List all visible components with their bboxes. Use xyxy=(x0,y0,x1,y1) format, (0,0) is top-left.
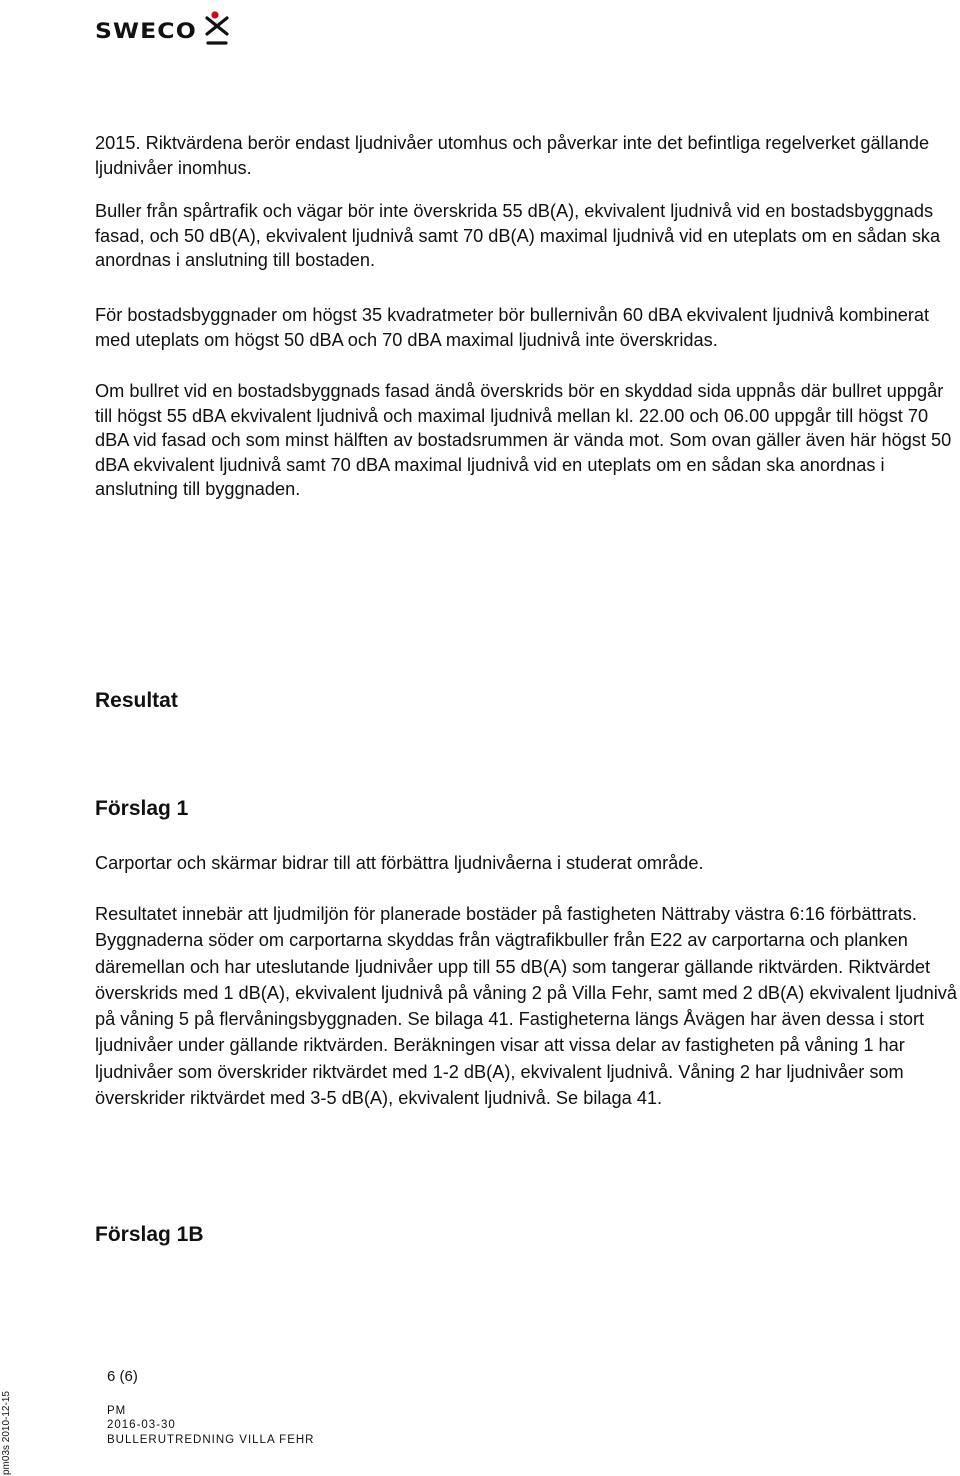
footer-document-title: BULLERUTREDNING VILLA FEHR xyxy=(107,1434,315,1446)
proposal-1-body: Resultatet innebär att ljudmiljön för planerade bostäder på fastigheten Nättraby västra 6:16 förbättrats. Byggnaderna söder om carportarna skyddas från vägtrafikbuller från E22 av carportarna och planken däremellan och har uteslutande ljudnivåer upp till 55 dB(A) som tangerar gällande riktvärden. Riktvärdet överskrids med 1 dB(A), ekvivalent ljudnivå på våning 2 på Villa Fehr, samt med 2 dB(A) ekvivalent ljudnivå på våning 5 på flervåningsbyggnaden. Se bilaga 41. Fastigheterna längs Åvägen har även dessa i stort ljudnivåer under gällande riktvärden. Beräkningen visar att vissa delar av fastigheten på våning 1 har ljudnivåer som överskrider riktvärdet med 1-2 dB(A), ekvivalent ljudnivå. Våning 2 har ljudnivåer som överskrider riktvärdet med 3-5 dB(A), ekvivalent ljudnivå. Se bilaga 41. xyxy=(95,904,957,1109)
sweco-logo xyxy=(95,4,230,46)
footer-date: 2016-03-30 xyxy=(107,1419,176,1431)
results-heading: Resultat xyxy=(95,689,178,712)
page-number: 6 (6) xyxy=(107,1368,138,1385)
paragraph-protected-side: Om bullret vid en bostadsbyggnads fasad ändå överskrids bör en skyddad sida uppnås där bullret uppgår till högst 55 dBA ekvivalent ljudnivå och maximal ljudnivå mellan kl. 22.00 och 06.00 uppgår till högst 70 dBA vid fasad och som minst hälften av bostadsrummen är vända mot. Som ovan gäller även här högst 50 dBA ekvivalent ljudnivå samt 70 dBA maximal ljudnivå vid en uteplats om en sådan ska anordnas i anslutning till byggnaden. xyxy=(95,381,952,499)
logo-wordmark: SWECO xyxy=(95,19,197,43)
paragraph-small-dwellings: För bostadsbyggnader om högst 35 kvadratmeter bör bullernivån 60 dBA ekvivalent ljudnivå kombinerat med uteplats om högst 50 dBA och 70 dBA maximal ljudnivå inte överskridas. xyxy=(95,305,930,350)
proposal-1b-title: Förslag 1B xyxy=(95,1223,204,1246)
proposal-1-intro: Carportar och skärmar bidrar till att förbättra ljudnivåerna i studerat område. xyxy=(95,853,704,873)
template-code-text: pm03s 2010-12-15 xyxy=(1,1391,12,1475)
paragraph-noise-limits: Buller från spårtrafik och vägar bör inte överskrida 55 dB(A), ekvivalent ljudnivå vid en bostadsbyggnads fasad, och 50 dB(A), ekvivalent ljudnivå samt 70 dB(A) maximal ljudnivå vid en uteplats om en sådan ska anordnas i anslutning till bostaden. xyxy=(95,201,941,270)
sweco-figure-icon xyxy=(204,10,230,46)
template-code xyxy=(0,1390,14,1476)
footer-document-type: PM xyxy=(107,1405,127,1417)
proposal-1-title: Förslag 1 xyxy=(95,797,189,820)
paragraph-guidelines-end: 2015. Riktvärdena berör endast ljudnivåer utomhus och påverkar inte det befintliga regelverket gällande ljudnivåer inomhus. xyxy=(95,133,930,178)
